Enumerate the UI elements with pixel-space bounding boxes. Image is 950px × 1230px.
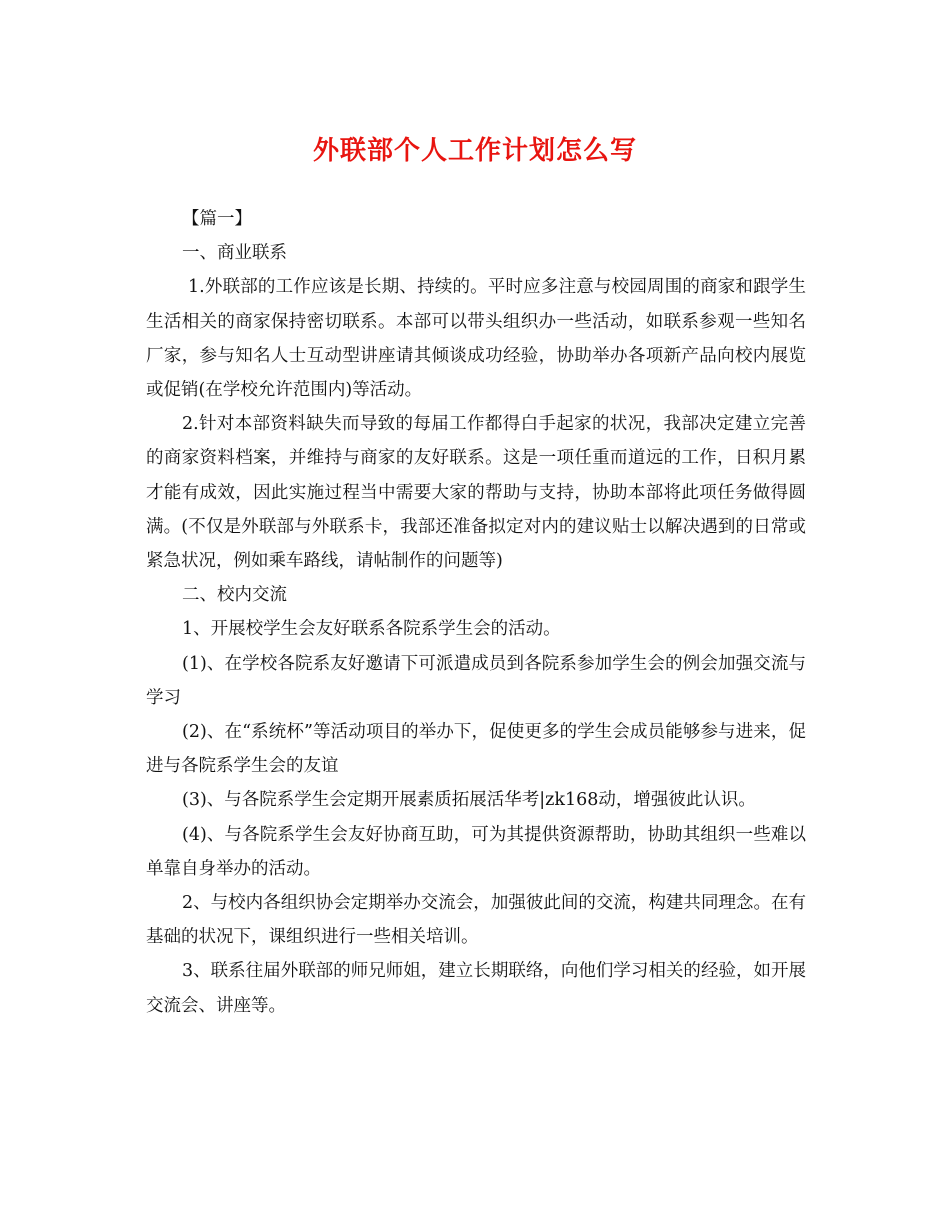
- paragraph: (2)、在“系统杯”等活动项目的举办下，促使更多的学生会成员能够参与进来，促进与各院系学生会的友谊: [146, 722, 806, 777]
- paragraph: (1)、在学校各院系友好邀请下可派遣成员到各院系参加学生会的例会加强交流与学习: [146, 653, 806, 708]
- paragraph: 1、开展校学生会友好联系各院系学生会的活动。: [182, 619, 561, 640]
- document-title: 外联部个人工作计划怎么写: [312, 136, 637, 166]
- paragraph: 1.外联部的工作应该是长期、持续的。平时应多注意与校园周围的商家和跟学生生活相关的商家保持密切联系。本部可以带头组织办一些活动，如联系参观一些知名厂家，参与知名人士互动型讲座请其倾谈成功经验，协助举办各项新产品向校内展览或促销(在学校允许范围内)等活动。: [146, 277, 806, 401]
- paragraph: 2.针对本部资料缺失而导致的每届工作都得白手起家的状况，我部决定建立完善的商家资料档案，并维持与商家的友好联系。这是一项任重而道远的工作，日积月累才能有成效，因此实施过程当中需要大家的帮助与支持，协助本部将此项任务做得圆满。(不仅是外联部与外联系卡，我部还准备拟定对内的建议贴士以解决遇到的日常或紧急状况，例如乘车路线，请帖制作的问题等): [146, 414, 806, 572]
- paragraph: (3)、与各院系学生会定期开展素质拓展活华考|zk168动，增强彼此认识。: [182, 790, 756, 811]
- paragraph: 3、联系往届外联部的师兄师姐，建立长期联络，向他们学习相关的经验，如开展交流会、讲座等。: [146, 961, 806, 1016]
- document-body: [146, 202, 806, 1023]
- section-label: 【篇一】: [182, 209, 252, 229]
- section-heading: 二、校内交流: [182, 585, 287, 606]
- paragraph: 2、与校内各组织协会定期举办交流会，加强彼此间的交流，构建共同理念。在有基础的状况下，课组织进行一些相关培训。: [146, 893, 806, 948]
- section-heading: 一、商业联系: [182, 243, 287, 264]
- paragraph: (4)、与各院系学生会友好协商互助，可为其提供资源帮助，协助其组织一些难以单靠自身举办的活动。: [146, 824, 806, 879]
